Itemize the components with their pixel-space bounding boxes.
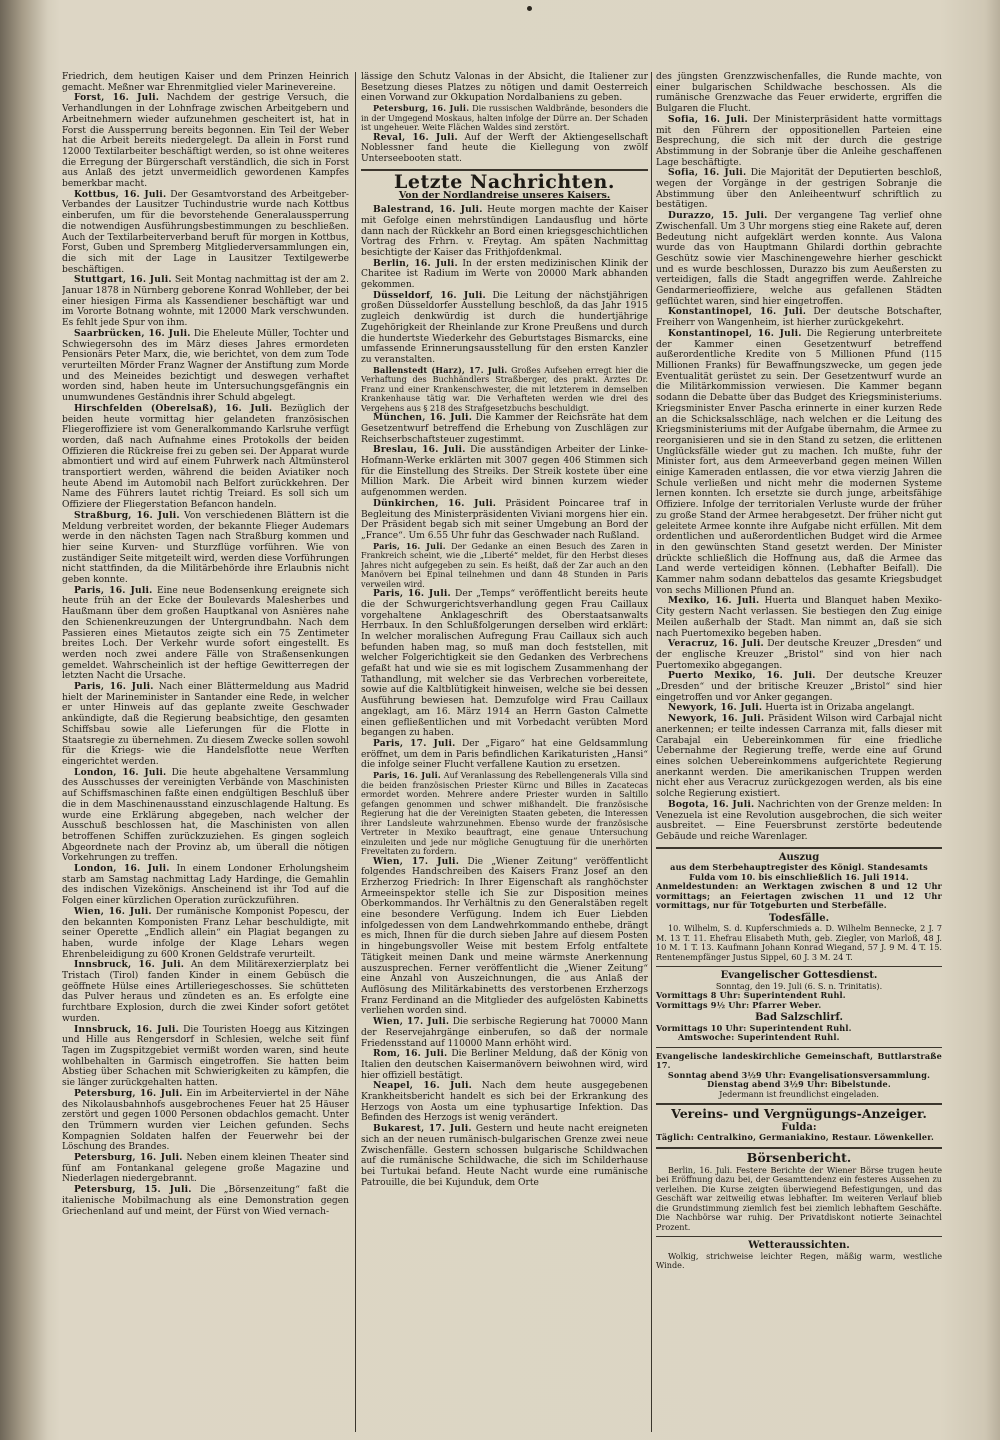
dateline: Bukarest, 17. Juli. [373,1123,472,1135]
community-line: Jedermann ist freundlichst eingeladen. [719,1088,879,1099]
news-text: Von verschiedenen Blättern ist die Meldung verbreitet worden, der bekannte Flieger Audemars werde in den nächsten Tagen nach Straßburg kommen und hier seine Kurven- und Sturzflüge vorführen. Wie von zuständiger Seite mitgeteilt wird, werden diese Vorführungen nicht stattfinden, da die Militärbehörde ihre Erlaubnis nicht geben konnte. [62,510,349,586]
news-text: Der deutsche Kreuzer „Dresden“ und der englische Kreuzer „Bristol“ sind von hier nach Puertomexiko abgegangen. [656,639,942,671]
church-service-notice [656,971,942,1043]
news-item [62,190,349,276]
dateline: Paris, 16. Juli. [74,681,154,693]
news-item [62,682,349,768]
weather-report [656,1241,942,1271]
section-title: Letzte Nachrichten. [394,170,615,193]
news-item [656,671,942,703]
news-text: Nachrichten von der Grenze melden: In Venezuela ist eine Revolution ausgebrochen, die sich weiter ausbreitet. — Eine Feuersbrunst zerstörte bedeutende Gebäude und reiche Warenlager. [656,799,942,842]
dateline: München, 16. Juli. [373,412,473,424]
dateline: Paris, 17. Juli. [373,737,456,749]
news-item [361,499,648,542]
news-item [62,586,349,682]
dateline: Innsbruck, 16. Juli. [74,959,185,971]
news-item [62,1025,349,1089]
dateline: Sofia, 16. Juli. [668,167,747,179]
deaths-list: 10. Wilhelm, S. d. Kupferschmieds a. D. Wilhelm Bennecke, 2 J. 7 M. 13 T. 11. Ehefrau Elisabeth Muth, geb. Ziegler, von Marloß, 48 J. 10 M. 1 T. 13. Kaufmann Johann Konrad Wiegand, 57 J. 9 M. 4 T. 15. Rentenempfänger Justus Sippel, 60 J. 3 M. 24 T. [656,923,942,962]
news-item [656,639,942,671]
news-text: lässige den Schutz Valonas in der Absicht, die Italiener zur Besetzung dieses Platzes zu nötigen und damit Oesterreich einen Vorwand zur Okkupation Nordalbaniens zu geben. [361,72,648,104]
column-2-top-items [361,72,648,165]
news-text: Gestern und heute nacht ereigneten sich an der neuen rumänisch-bulgarischen Grenze zwei neue Zwischenfälle. Gestern schossen bulgarische Schildwachen auf die rumänische Schildwache, die sich im Schilderhause bei Turtukai befand. Heute Nacht wurde eine rumänische Patrouille, die bei Kujunduk, dem Orte [361,1124,648,1188]
dateline: Berlin, 16. Juli. [373,257,458,269]
events-notice [656,1106,942,1143]
news-item [62,93,349,189]
news-item [656,307,942,328]
news-item [361,771,648,857]
news-text: Die serbische Regierung hat 70000 Mann der Reservejahrgänge einberufen, so daß der normale Friedensstand auf 110000 Mann erhöht wird. [361,1017,648,1049]
section-subtitle: Von der Nordlandreise unseres Kaisers. [398,190,611,202]
news-text: Die „Wiener Zeitung“ veröffentlicht folgendes Handschreiben des Kaisers Franz Josef an den Erzherzog Friedrich: In Ihrer Eigenschaft als ranghöchster Armeeinspektor stelle ich Sie zur Disposition meines Oberkommandos. Ihr Verhältnis zu den Generalstäben regelt eine besondere Verfügung. Indem ich Euer Liebden infolgedessen von dem Landwehrkommando enthebe, drängt es mich, Ihnen für die durch sieben Jahre auf diesem Posten in hingebungsvoller Weise mit bestem Erfolg entfaltete Tätigkeit meinen Dank und meine wärmste Anerkennung auszusprechen. Ferner veröffentlicht die „Wiener Zeitung“ eine Anzahl von Auszeichnungen, die aus Anlaß der Auflösung des Militärkabinetts des verstorbenen Erzherzogs Franz Ferdinand an die Mitglieder des aufgelösten Kabinetts verliehen worden sind. [361,856,648,1017]
dateline: Konstantinopel, 16. Juli. [668,327,802,339]
news-text: Die Leitung der nächstjährigen großen Düsseldorfer Ausstellung beschloß, da das Jahr 1915 zugleich denkwürdig ist durch die hundertjährige Zugehörigkeit der Rheinlande zur Krone Preußens und durch die hundertste Wiederkehr des Geburtstages Bismarcks, eine umfassende Erinnerungsausstellung für den ersten Kanzler zu veranstalten. [361,290,648,365]
news-text: Die „Börsenzeitung“ faßt die italienische Mobilmachung als eine Demonstration gegen Griechenland auf und meint, der Fürst von Wied vernach- [62,1185,349,1217]
news-text: Huerta und Blanquet haben Mexiko-City gestern Nacht verlassen. Sie bestiegen den Zug einige Meilen außerhalb der Stadt. Man nimmt an, daß sie sich nach Puertomexiko begeben haben. [656,596,942,639]
news-text: Die Regierung unterbreitete der Kammer einen Gesetzentwurf betreffend außerordentliche Kredite von 5 Millionen Pfund (115 Millionen Franks) für Bewaffnungszwecke, um gegen jede Eventualität gerüstet zu sein. Der Gesetzentwurf wurde an die Militärkommission verwiesen. Die Kammer begann sodann die Debatte über das Budget des Kriegsministeriums. Kriegsminister Enver Pascha erinnerte in einer kurzen Rede an die Schicksalsschläge, nach welchen er die Leitung des Kriegsministeriums mit der Aufgabe übernahm, die Armee zu reorganisieren und sie in den Stand zu setzen, die erlittenen Unglücksfälle wieder gut zu machen. Ich mußte, fuhr der Minister fort, aus dem Armeeverband gegen meinen Willen einige Kameraden entlassen, die vor etwa vierzig Jahren die Schule verließen und nicht mehr die modernen Systeme lernen konnten. Ich ersetzte sie durch junge, arbeitsfähige Offiziere. Infolge der territorialen Verluste wurde der früher zu große Stand der Armee herabgesetzt. Der früher nicht gut geleitete Armee konnte ihre Aufgabe nicht erfüllen. Mit dem ordentlichen und außerordentlichen Budget wird die Armee in den gewünschten Stand gesetzt werden. Der Minister drückte schließlich die Hoffnung aus, daß die Armee das Land werde verteidigen können. (Lebhafter Beifall). Die Kammer nahm sodann debattelos das gesamte Kriegsbudget von sechs Millionen Pfund an. [656,328,942,596]
divider [656,1047,942,1048]
news-text: Ein im Arbeiterviertel in der Nähe des Nikolausbahnhofs ausgebrochenes Feuer hat 25 Häuser zerstört und gegen 1000 Personen obdachlos gemacht. Unter den Trümmern wurden vier Leichen gefunden. Sechs Kompagnien Soldaten halfen der Feuerwehr bei der Löschung des Brandes. [62,1088,349,1153]
dateline: Newyork, 16. Juli. [668,702,763,714]
news-text: Huerta ist in Orizaba angelangt. [765,703,915,714]
news-text: Die russischen Waldbrände, besonders die in der Umgegend Moskaus, halten infolge der Dürre an. Der Schaden ist ungeheuer. Weite Flächen Waldes sind zerstört. [361,103,648,133]
news-text: Neben einem kleinen Theater sind fünf am Fontankanal gelegene große Magazine und Niederlagen niedergebrannt. [62,1153,349,1185]
news-text: Die Berliner Meldung, daß der König von Italien den deutschen Kaisermanövern beiwohnen wird, wird hier offiziell bestätigt. [361,1049,648,1081]
registry-title: Auszug [778,851,820,863]
column-2 [361,72,648,1432]
news-text: Friedrich, dem heutigen Kaiser und dem Prinzen Heinrich gemacht. Meßner war Ehrenmitglied vieler Marinevereine. [62,72,349,93]
news-text: Der vergangene Tag verlief ohne Zwischenfall. Um 3 Uhr morgens stieg eine Rakete auf, deren Bedeutung nicht aufgeklärt werden konnte. Aus Valona wurde das von Hauptmann Ghilardi dorthin gebrachte Geschütz sowie vier Maschinengewehre hierher geschickt und es wurde beschlossen, Durazzo bis zum Aeußersten zu verteidigen, falls die Stadt angegriffen werde. Zahlreiche Gendarmerieoffiziere, welche aus gefallenen Städten geflüchtet waren, sind hier eingetroffen. [656,211,942,307]
dateline: Balestrand, 16. Juli. [373,204,483,216]
news-item [62,275,349,329]
news-item [62,511,349,586]
news-text: Eine neue Bodensenkung ereignete sich heute früh an der Ecke der Boulevards Malesherbes und Haußmann über dem großen Hauptkanal von Asnières nahe den Schienenkreuzungen der Untergrundbahn. Nach dem Passieren eines Mietautos zeigte sich ein 75 Zentimeter breites Loch. Der Verkehr wurde sofort eingestellt. Es werden noch zwei andere Fälle von Straßensenkungen gemeldet. Wahrscheinlich ist der heftige Gewitterregen der letzten Nacht die Ursache. [62,585,349,682]
news-text: Die heute abgehaltene Versammlung des Ausschusses der vereinigten Verbände von Maschinisten auf Schiffsmaschinen faßte einen endgültigen Beschluß über die in dem Maschinenausstand einzuschlagende Haltung. Es wurde eine Erklärung abgegeben, nach welcher der Ausschuß beschlossen hat, die Maschinisten von allen betroffenen Schiffen zurückzuziehen. Es gingen sogleich Abgeordnete nach der Provinz ab, um überall die nötigen Vorkehrungen zu treffen. [62,767,349,864]
news-text: Der rumänische Komponist Popescu, der den bekannten Komponisten Franz Lehar beschuldigte, mit seiner Operette „Endlich allein“ ein Plagiat begangen zu haben, wurde infolge der Klage Lehars wegen Ehrenbeleidigung zu 600 Kronen Geldstrafe verurteilt. [62,906,349,960]
church-line: Vormittags 10 Uhr: Superintendent Ruhl. [656,1022,852,1033]
news-text: Nach dem heute ausgegebenen Krankheitsbericht handelt es sich bei der Erkrankung des Herzogs von Aosta um eine typhusartige Infektion. Das Befinden des Herzogs ist wenig verändert. [361,1081,648,1124]
dateline: Wien, 16. Juli. [74,905,152,917]
news-item [361,589,648,739]
weather-title: Wetteraussichten. [748,1240,850,1252]
news-item [62,960,349,1024]
news-item [62,72,349,93]
church-line: Vormittags 9½ Uhr: Pfarrer Weber. [656,999,822,1010]
column-rule [651,72,652,1432]
news-text: Die Majorität der Deputierten beschloß, wegen der Vorgänge in der gestrigen Sobranje die Abstimmung über den Anleiheentwurf schriftlich zu bestätigen. [656,168,942,211]
events-line: Täglich: Centralkino, Germaniakino, Restaur. Löwenkeller. [656,1132,934,1143]
dateline: Stuttgart, 16. Juli. [74,274,172,286]
divider [656,1103,942,1105]
news-text: Die ausständigen Arbeiter der Linke-Hofmann-Werke erklärten mit 3007 gegen 406 Stimmen sich für die Einstellung des Streiks. Der Streik kostete über eine Million Mark. Die Arbeit wird binnen kurzem wieder aufgenommen werden. [361,445,648,499]
news-text: In der ersten medizinischen Klinik der Charitee ist Radium im Werte von 20000 Mark abhanden gekommen. [361,258,648,291]
news-item [656,168,942,211]
dateline: Saarbrücken, 16. Juli. [74,327,191,339]
news-item [361,291,648,366]
dateline: Newyork, 16. Juli. [668,713,765,725]
news-item [361,739,648,771]
news-text: Der Gedanke an einen Besuch des Zaren in Frankreich scheint, wie die „Liberté“ meldet, für den Herbst dieses Jahres nicht aufgegeben zu sein. Es heißt, daß der Zar auch an den Manövern bei Epinal teilnehmen und dann 48 Stunden in Paris verweilen wird. [361,540,648,589]
column-2-items [361,205,648,1188]
stock-report-title: Börsenbericht. [746,1149,852,1165]
dateline: Mexiko, 16. Juli. [668,595,760,607]
news-text: Die Kammer der Reichsräte hat dem Gesetzentwurf betreffend die Erhebung von Zuschlägen zur Reichserbschaftsteuer zugestimmt. [361,413,648,445]
news-item [656,72,942,115]
column-1 [62,72,349,1432]
news-item [62,1153,349,1185]
events-place: Fulda: [781,1121,817,1133]
dateline: Petersburg, 16. Juli. [373,103,470,114]
stock-report-text: Berlin, 16. Juli. Festere Berichte der Wiener Börse trugen heute bei Eröffnung dazu bei, der Gesamttendenz ein festeres Aussehen zu verleihen. Die Kurse zeigten überwiegend Befestigungen, und das Geschäft war zeitweilig etwas lebhafter. Im weiteren Verlauf blieb die Grundstimmung ziemlich fest bei ziemlich lebhaftem Geschäfte. Die Nachbörse war ruhig. Der Privatdiskont notierte 3einachtel Prozent. [656,1164,942,1232]
dateline: Petersburg, 16. Juli. [74,1087,183,1099]
dateline: Kottbus, 16. Juli. [74,188,167,200]
dateline: Petersburg, 15. Juli. [74,1184,192,1196]
dateline: Ballenstedt (Harz), 17. Juli. [373,364,508,375]
community-notice [656,1052,942,1100]
registry-notice [656,853,942,963]
news-text: Der Gesamtvorstand des Arbeitgeber-Verbandes der Lausitzer Tuchindustrie wurde nach Kottbus einberufen, um für die bevorstehende Generalaussperrung die notwendigen Ausführungsbestimmungen zu beschließen. Auch der Textilarbeiterverband beruft für morgen in Kottbus, Forst, Guben und Spremberg Mitgliederversammlungen ein, die sich mit der Lage in Lausitzer Textilgewerbe beschäftigen. [62,189,349,275]
news-text: Bezüglich der beiden heute vormittag hier gelandeten französischen Fliegeroffiziere ist vom Generalkommando Karlsruhe verfügt worden, daß nach Aufnahme eines Protokolls der beiden Offizieren die Rückreise frei zu geben sei. Der Apparat wurde abmontiert und wird auf einem Fuhrwerk nach Altmünsterol transportiert werden, während die beiden Aviatiker noch heute Abend im Automobil nach Belfort zurückkehren. Der Name des Führers lautet richtig Treiard. Es soll sich um Offiziere der Fliegerstation Befancon handeln. [62,403,349,511]
news-text: Der deutsche Botschafter, Freiherr von Wangenheim, ist hierher zurückgekehrt. [656,307,942,329]
news-item [361,1081,648,1124]
news-item [62,907,349,961]
news-item [361,205,648,259]
dateline: London, 16. Juli. [74,766,167,778]
news-item [361,104,648,133]
dateline: Wien, 17. Juli. [373,1016,450,1028]
news-item [361,542,648,590]
news-text: Großes Aufsehen erregt hier die Verhaftung des Buchhändlers Straßberger, des prakt. Arztes Dr. Franz und einer Krankenschwester, die mit letzterem in demselben Krankenhause tätig war. Die Verhafteten werden wie drei des Vergehens aus § 218 des Strafgesetzbuchs beschuldigt. [361,364,648,413]
dateline: Paris, 16. Juli. [373,588,451,600]
news-item [361,72,648,104]
dateline: Rom, 16. Juli. [373,1048,448,1060]
news-text: Heute morgen machte der Kaiser mit Gefolge einen mehrstündigen Landausflug und hörte dann nach der Rückkehr an Bord einen kriegsgeschichtlichen Vortrag des Frhrn. v. Freytag. Am späten Nachmittag besichtigte der Kaiser das Frithjofdenkmal. [361,205,648,258]
news-item [62,329,349,404]
dateline: Puerto Mexiko, 16. Juli. [668,670,816,682]
registry-hours: Anmeldestunden: an Werktagen zwischen 8 und 12 Uhr vormittags; an Feiertagen zwischen 11 und 12 Uhr vormittags, nur für Totgeburten und Sterbefälle. [656,881,942,911]
news-text: Die Touristen Hoegg aus Kitzingen und Hille aus Rengersdorf in Schlesien, welche seit fünf Tagen im Zugspitzgebiet vermißt worden waren, sind heute wohlbehalten in Garmisch eingetroffen. Sie hatten beim Abstieg über Schachen mit Schwierigkeiten zu kämpfen, die sie länger zurückgehalten hatten. [62,1024,349,1089]
dateline: Paris, 16. Juli. [373,540,446,551]
community-line: Dienstag abend 3½9 Uhr: Bibelstunde. [707,1079,891,1090]
divider [656,966,942,967]
deaths-title: Todesfälle. [768,912,830,924]
dateline: Wien, 17. Juli. [373,855,460,867]
news-text: des jüngsten Grenzzwischenfalles, die Runde machte, von einer bulgarischen Schildwache beschossen. Als die rumänische Grenzwache das Feuer erwiderte, ergriffen die Bulgaren die Flucht. [656,72,942,115]
divider [656,1147,942,1149]
dateline: Forst, 16. Juli. [74,92,160,104]
community-line: Sonntag abend 3½9 Uhr: Evangelisationsversammlung. [667,1069,931,1080]
church-line: Vormittags 8 Uhr: Superintendent Ruhl. [656,990,846,1001]
church-line: Amtswoche: Superintendent Ruhl. [678,1032,840,1043]
dateline: Petersburg, 16. Juli. [74,1152,183,1164]
news-text: Der „Temps“ veröffentlicht bereits heute die der Schwurgerichtsverhandlung gegen Frau Caillaux vorgehaltene Anklageschrift des Oberstaatsanwalts Herrbaux. In den Schlußfolgerungen derselben wird erklärt: In welcher moralischen Aufregung Frau Caillaux sich auch befunden haben mag, so muß man doch feststellen, mit welcher Folgerichtigkeit sie den Gedanken des Verbrechens gefaßt hat und wie sie es mit logischem Zusammenhang der Tathandlung, mit welcher sie das Verbrechen vorbereitete, sowie auf die Kaltblütigkeit hinweisen, welche sie bei dessen Ausführung bewiesen hat. Demzufolge wird Frau Caillaux angeklagt, am 16. März 1914 an Herrn Gaston Calmette einen gefließentlichen und mit Vorbedacht verübten Mord begangen zu haben. [361,589,648,739]
binding-hole [527,6,532,11]
community-title: Evangelische landeskirchliche Gemeinschaft, Buttlarstraße 17. [656,1050,942,1071]
news-item [361,857,648,1018]
dateline: Veracruz, 16. Juli. [668,638,764,650]
dateline: Konstantinopel, 16. Juli. [668,306,807,318]
news-item [656,115,942,169]
dateline: Neapel, 16. Juli. [373,1080,473,1092]
news-text: An dem Militärexerzierplatz bei Tristach (Tirol) fanden Kinder in einem Gebüsch die geöffnete Hülse eines Artilleriegeschosses. Sie schütteten das Pulver heraus und zündeten es an. Es erfolgte eine furchtbare Explosion, durch die zwei Kinder sofort getötet wurden. [62,960,349,1024]
news-item [361,259,648,291]
news-item [656,596,942,639]
dateline: Paris, 16. Juli. [74,584,153,596]
dateline: Durazzo, 15. Juli. [668,210,768,222]
news-item [361,1124,648,1188]
dateline: Innsbruck, 16. Juli. [74,1023,179,1035]
news-text: Der deutsche Kreuzer „Dresden“ und der britische Kreuzer „Bristol“ sind hier eingetroffen und vor Anker gegangen. [656,671,942,703]
column-3-items [656,72,942,843]
news-item [62,768,349,864]
stock-report [656,1149,942,1232]
church-date: Sonntag, den 19. Juli (6. S. n. Trinitatis). [715,980,883,991]
news-text: In einem Londoner Erholungsheim starb am Samstag nachmittag Lady Hardinge, die Gemahlin des indischen Vizekönigs. Anscheinend ist ihr Tod auf die Folgen einer kürzlichen Operation zurückzuführen. [62,864,349,907]
news-text: Auf Veranlassung des Rebellengenerals Villa sind die beiden französischen Priester Kürnc und Billes in Zacatecas ermordet worden. Mehrere andere Priester wurden in Saltillo gefangen genommen und schwer mißhandelt. Die französische Regierung hat die der Vereinigten Staaten gebeten, die Interessen ihrer Landsleute wahrzunehmen. Ebenso wurde der französische Vertreter in Mexiko beauftragt, eine genaue Untersuchung einzuleiten und jede nur mögliche Genugtuung für die unerhörten Freveltaten zu fordern. [361,770,648,857]
dateline: Reval, 16. Juli. [373,131,458,143]
dateline: London, 16. Juli. [74,863,170,875]
news-text: Nachdem der gestrige Versuch, die Verhandlungen in der Lohnfrage zwischen Arbeitgebern und Arbeitnehmern wieder aufzunehmen gescheitert ist, hat in Forst die Aussperrung bereits begonnen. Ein Teil der Weber hat die Arbeit bereits niedergelegt. Da allein in Forst rund 12000 Textilarbeiter beschäftigt werden, so ist ohne weiteres die Erregung der Bürgerschaft verständlich, die sich in Forst aus Anlaß des jetzt unvermeidlich gewordenen Kampfes bemerkbar macht. [62,93,349,190]
dateline: Dünkirchen, 16. Juli. [373,497,497,509]
events-title: Vereins- und Vergnügungs-Anzeiger. [671,1106,927,1122]
news-item [656,329,942,597]
weather-text: Wolkig, strichweise leichter Regen, mäßig warm, westliche Winde. [656,1250,942,1271]
church-title: Evangelischer Gottesdienst. [720,970,878,982]
news-item [656,800,942,843]
news-text: Präsident Poincaree traf in Begleitung des Ministerpräsidenten Viviani morgens hier ein. Der Präsident begab sich mit seiner Umgebung an Bord der „France“. Um 6.55 Uhr fuhr das Geschwader nach Rußland. [361,498,648,541]
column-3 [656,72,942,1432]
news-item [62,1089,349,1153]
church-place: Bad Salzschlirf. [755,1012,843,1024]
divider [656,847,942,849]
news-text: Präsident Wilson wird Carbajal nicht anerkennen; er teilte indessen Carranza mit, falls dieser mit Carabajal ein Uebereinkommen für eine friedliche Uebernahme der Regierung treffe, werde eine auf Grund eines solchen Uebereinkommens aufgerichtete Regierung anerkannt werden. Die amerikanischen Truppen werden nicht eher aus Veracruz zurückgezogen werden, als bis eine solche Regierung existiert. [656,714,942,800]
news-item [361,1049,648,1081]
registry-subtitle: aus dem Sterbehauptregister des Königl. Standesamts Fulda vom 10. bis einschließlich 16. Juli 1914. [670,862,928,882]
news-item [361,133,648,165]
dateline: Straßburg, 16. Juli. [74,509,180,521]
dateline: Bogota, 16. Juli. [668,798,755,810]
dateline: Hirschfelden (Oberelsaß), 16. Juli. [74,402,273,414]
news-item [62,1185,349,1217]
dateline: Düsseldorf, 16. Juli. [373,289,486,301]
dateline: Breslau, 16. Juli. [373,444,466,456]
news-text: Die Eheleute Müller, Tochter und Schwiegersohn des im März dieses Jahres ermordeten Pensionärs Peter Marx, die, wie berichtet, von dem zum Tode verurteilten Mörder Franz Wagner der Anstiftung zum Morde und des Meineides bezichtigt und deswegen verhaftet worden sind, haben heute im Untersuchungsgefängnis ein unumwundenes Geständnis ihrer Schuld abgelegt. [62,328,349,404]
news-item [656,714,942,800]
column-rule [355,72,356,1432]
news-text: Nach einer Blättermeldung aus Madrid hielt der Marineminister in Santander eine Rede, in welcher er unter Hinweis auf das geplante zweite Geschwader ankündigte, daß die Regierung beabsichtige, den gesamten Schiffsbau sowie alle Lieferungen für die Flotte in Staatsregie zu übernehmen. Zu diesem Zwecke sollen sowohl für die Kriegs- wie die Handelsflotte neue Werften eingerichtet werden. [62,682,349,767]
news-text: Der „Figaro“ hat eine Geldsammlung eröffnet, um dem in Paris befindlichen Karikaturisten „Hansi“ die infolge seiner Flucht verfallene Kaution zu ersetzen. [361,738,648,771]
divider [656,1236,942,1237]
news-text: Auf der Werft der Aktiengesellschaft Noblessner fand heute die Kiellegung von zwölf Unterseebooten statt. [361,132,648,165]
news-item [656,211,942,307]
news-item [361,366,648,414]
news-text: Der Ministerpräsident hatte vormittags mit den Führern der oppositionellen Parteien eine Besprechung, die sich mit der durch die gestrige Abstimmung in der Sobranje über die Anleihe geschaffenen Lage beschäftigte. [656,114,942,168]
news-item [361,413,648,445]
news-item [361,1017,648,1049]
dateline: Sofia, 16. Juli. [668,113,748,125]
news-item [62,864,349,907]
dateline: Paris, 16. Juli. [373,770,441,781]
news-item [361,445,648,499]
news-item [62,404,349,511]
news-text: Seit Montag nachmittag ist der am 2. Januar 1878 in Nürnberg geborene Konrad Wohlleber, der bei einer hiesigen Firma als Kassendiener beschäftigt war und im Vororte Botnang wohnte, mit 12000 Mark verschwunden. Es fehlt jede Spur von ihm. [62,275,349,329]
